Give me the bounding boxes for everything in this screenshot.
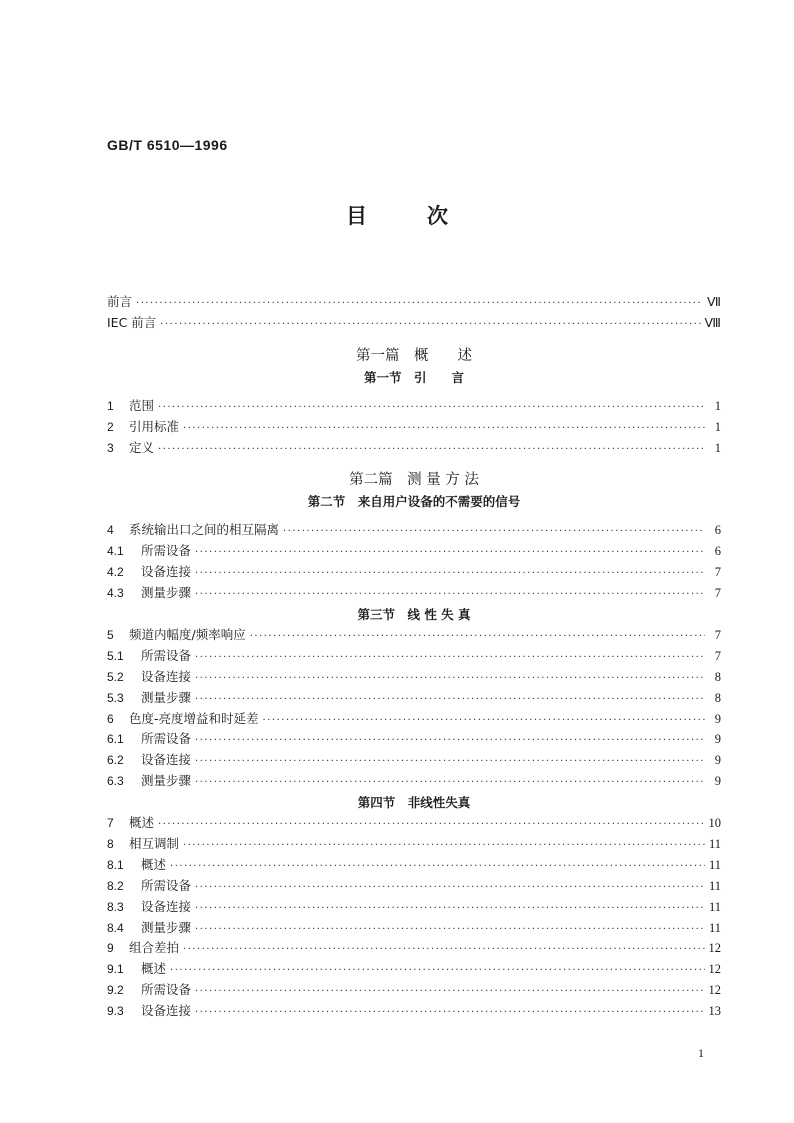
toc-entry-page: 11 [708,837,721,852]
toc-entry-title: 测量步骤 [141,773,192,789]
toc-entry-title: 设备连接 [141,752,192,768]
toc-entry[interactable] [107,688,721,709]
section-heading: 第一节 引 言 [363,369,464,385]
toc-entry-title: 所需设备 [141,647,192,663]
toc-entry-page: 12 [708,941,721,956]
toc-entry-number: 9.1 [107,962,124,977]
toc-entry-page: 9 [714,711,721,726]
toc-entry-title: 频道内幅度/频率响应 [129,627,246,643]
toc-entry-title: 色度-亮度增益和时延差 [129,710,259,726]
toc-entry[interactable] [107,897,721,918]
dot-leader [183,940,704,961]
toc-entry-title: 组合差拍 [129,940,180,956]
toc-entry-title: 设备连接 [141,1003,192,1019]
dot-leader [195,752,705,773]
toc-entry[interactable] [107,438,721,459]
toc-entry-number: 6.1 [107,732,124,747]
page-number: 1 [698,1046,704,1060]
toc-entry-number: 5.2 [107,669,124,684]
toc-entry[interactable] [107,750,721,771]
toc-entry-number: 2 [107,419,114,434]
toc-entry-title: 概述 [141,856,167,872]
toc-entry[interactable] [107,855,721,876]
toc-entry-number: 5.1 [107,648,124,663]
toc-entry-number: 6.3 [107,774,124,789]
toc-entry-title: 所需设备 [141,543,192,559]
dot-leader [170,961,704,982]
toc-entry-title: 所需设备 [141,731,192,747]
toc-entry-title: 相互调制 [129,836,180,852]
toc-front-group [107,292,721,334]
dot-leader [263,711,705,732]
toc-entry-title: 设备连接 [141,564,192,580]
page-title [0,200,794,230]
toc-entry[interactable] [107,292,721,313]
toc-entry-number: 9.2 [107,983,124,998]
dot-leader [195,564,705,585]
toc-entry-page: 7 [714,586,721,601]
toc-entry[interactable] [107,771,721,792]
toc-entry-title: 引用标准 [129,418,180,434]
toc-entry-page: 8 [714,690,721,705]
toc-entry-title: 概述 [141,961,167,977]
toc-entry-title: IEC 前言 [107,314,157,330]
title-char-2: 次 [427,204,448,228]
dot-leader [195,773,705,794]
dot-leader [195,920,705,941]
section-heading: 第三节 线 性 失 真 [357,607,471,623]
toc-entry-number: 9.3 [107,1004,124,1019]
toc-entry-title: 设备连接 [141,898,192,914]
dot-leader [195,878,705,899]
dot-leader [158,440,705,461]
toc-entry-number: 4.2 [107,565,124,580]
dot-leader [195,899,705,920]
toc-entry-number: 8.4 [107,920,124,935]
dot-leader [195,543,705,564]
toc-entry-title: 测量步骤 [141,585,192,601]
toc-entry-page: Ⅶ [707,295,721,309]
toc-entry-page: 7 [714,565,721,580]
toc-entry-number: 8.2 [107,878,124,893]
toc-entry-page: 1 [714,440,721,455]
toc-entry-page: 8 [714,669,721,684]
dot-leader [250,627,705,648]
toc-entry-title: 范围 [129,397,155,413]
toc-entry-page: 1 [714,398,721,413]
toc-entry-title: 系统输出口之间的相互隔离 [129,522,280,538]
toc-entry[interactable] [107,938,721,959]
dot-leader [195,982,704,1003]
toc-entry-page: 11 [708,878,721,893]
toc-entry-title: 测量步骤 [141,689,192,705]
dot-leader [183,836,705,857]
dot-leader [158,815,704,836]
toc-entry-title: 前言 [107,294,133,309]
section-heading: 第二节 来自用户设备的不需要的信号 [307,494,521,510]
toc-entry-number: 5.3 [107,690,124,705]
toc-entry-title: 定义 [129,439,155,455]
toc-entry[interactable] [107,834,721,855]
dot-leader [195,731,705,752]
part-heading: 第一篇 概 述 [356,347,472,364]
toc-section-4-group [107,813,721,1022]
toc-entry[interactable] [107,959,721,980]
toc-entry-number: 4.3 [107,586,124,601]
toc-entry-page: 1 [714,419,721,434]
toc-entry-page: Ⅷ [704,315,721,330]
toc-entry-page: 9 [714,774,721,789]
toc-entry-page: 11 [708,899,721,914]
dot-leader [183,419,705,440]
toc-entry-title: 设备连接 [141,668,192,684]
dot-leader [195,585,705,606]
toc-entry-title: 概述 [129,815,155,831]
toc-entry-number: 7 [107,816,114,831]
title-char-1: 目 [346,204,367,228]
toc-entry-title: 所需设备 [141,982,192,998]
toc-section-3-group [107,625,721,792]
toc-entry-page: 10 [708,816,721,831]
toc-entry[interactable] [107,729,721,750]
toc-entry[interactable] [107,876,721,897]
toc-entry[interactable] [107,313,721,334]
part-heading: 第二篇 测 量 方 法 [349,472,479,489]
toc-entry[interactable] [107,583,721,604]
toc-entry[interactable] [107,980,721,1001]
toc-entry[interactable] [107,520,721,541]
toc-entry[interactable] [107,541,721,562]
dot-leader [170,857,705,878]
toc-entry[interactable] [107,918,721,939]
toc-entry-page: 6 [714,523,721,538]
toc-section-1-group [107,396,721,459]
toc-entry-title: 测量步骤 [141,919,192,935]
toc-entry-page: 12 [708,962,721,977]
dot-leader [160,315,700,336]
toc-entry[interactable] [107,1001,721,1022]
toc-entry-number: 8.3 [107,899,124,914]
toc-entry-number: 8 [107,837,114,852]
section-heading: 第四节 非线性失真 [357,795,471,811]
toc-entry[interactable] [107,646,721,667]
toc-entry-page: 7 [714,648,721,663]
dot-leader [195,690,705,711]
toc-entry-number: 5 [107,628,114,643]
toc-entry[interactable] [107,813,721,834]
toc-entry-page: 7 [714,628,721,643]
toc-entry-page: 9 [714,753,721,768]
toc-section-2-group [107,520,721,604]
toc-entry[interactable] [107,396,721,417]
toc-entry-page: 12 [708,983,721,998]
toc-entry[interactable] [107,562,721,583]
dot-leader [158,398,705,419]
standard-number: GB/T 6510—1996 [107,137,228,153]
toc-entry-number: 4.1 [107,544,124,559]
toc-entry-page: 11 [708,920,721,935]
toc-entry-page: 11 [708,857,721,872]
toc-entry[interactable] [107,625,721,646]
toc-entry-page: 9 [714,732,721,747]
table-of-contents [107,292,721,1022]
dot-leader [195,1003,704,1024]
toc-entry[interactable] [107,709,721,730]
dot-leader [283,522,705,543]
toc-entry-page: 6 [714,544,721,559]
dot-leader [136,294,703,315]
toc-entry-title: 所需设备 [141,877,192,893]
toc-entry-number: 4 [107,523,114,538]
toc-entry-number: 3 [107,440,114,455]
toc-entry-number: 6.2 [107,753,124,768]
toc-entry[interactable] [107,417,721,438]
toc-entry-number: 9 [107,941,114,956]
toc-entry-page: 13 [708,1004,721,1019]
toc-entry-number: 1 [107,398,114,413]
toc-entry[interactable] [107,667,721,688]
toc-entry-number: 8.1 [107,857,124,872]
toc-entry-number: 6 [107,711,114,726]
dot-leader [195,648,705,669]
dot-leader [195,669,705,690]
